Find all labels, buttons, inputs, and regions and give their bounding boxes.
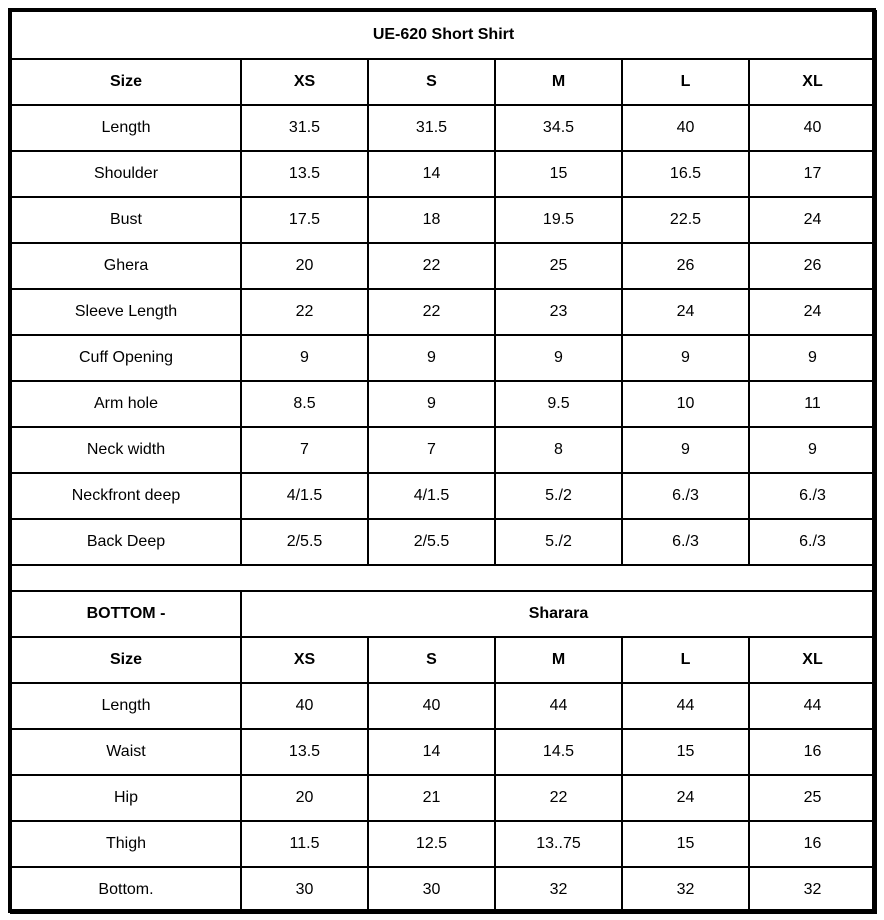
measurement-value: 11.5: [241, 821, 368, 867]
measurement-value: 44: [622, 683, 749, 729]
bottom-section-title: Sharara: [241, 591, 876, 637]
measurement-value: 22: [368, 243, 495, 289]
measurement-value: 8.5: [241, 381, 368, 427]
measurement-value: 24: [749, 289, 876, 335]
measurement-value: 40: [241, 683, 368, 729]
size-column-header: XL: [749, 637, 876, 683]
measurement-value: 32: [622, 867, 749, 913]
measurement-value: 8: [495, 427, 622, 473]
measurement-label: Back Deep: [11, 519, 241, 565]
measurement-value: 16: [749, 821, 876, 867]
measurement-value: 6./3: [622, 519, 749, 565]
shirt-measure-row: [11, 151, 876, 197]
bottom-section-label: BOTTOM -: [11, 591, 241, 637]
shirt-measure-row: [11, 473, 876, 519]
chart-title: UE-620 Short Shirt: [11, 11, 876, 59]
measurement-value: 11: [749, 381, 876, 427]
measurement-value: 7: [241, 427, 368, 473]
measurement-label: Cuff Opening: [11, 335, 241, 381]
measurement-label: Shoulder: [11, 151, 241, 197]
shirt-measure-row: [11, 289, 876, 335]
size-column-header: S: [368, 59, 495, 105]
measurement-value: 24: [622, 775, 749, 821]
measurement-value: 2/5.5: [241, 519, 368, 565]
measurement-value: 13.5: [241, 151, 368, 197]
measurement-value: 9.5: [495, 381, 622, 427]
measurement-label: Thigh: [11, 821, 241, 867]
measurement-label: Ghera: [11, 243, 241, 289]
measurement-label: Bust: [11, 197, 241, 243]
measurement-label: Neckfront deep: [11, 473, 241, 519]
size-header-cell: Size: [11, 59, 241, 105]
size-column-header: XL: [749, 59, 876, 105]
measurement-value: 9: [368, 381, 495, 427]
measurement-value: 5./2: [495, 473, 622, 519]
measurement-value: 31.5: [368, 105, 495, 151]
size-column-header: M: [495, 637, 622, 683]
measurement-value: 4/1.5: [241, 473, 368, 519]
measurement-value: 26: [749, 243, 876, 289]
measurement-value: 32: [749, 867, 876, 913]
measurement-label: Neck width: [11, 427, 241, 473]
size-column-header: L: [622, 59, 749, 105]
measurement-value: 32: [495, 867, 622, 913]
measurement-value: 9: [622, 427, 749, 473]
measurement-value: 14: [368, 729, 495, 775]
measurement-value: 24: [622, 289, 749, 335]
size-column-header: XS: [241, 637, 368, 683]
title-row: [11, 11, 876, 59]
measurement-label: Length: [11, 683, 241, 729]
measurement-value: 13.5: [241, 729, 368, 775]
bottom-measure-row: [11, 775, 876, 821]
measurement-value: 5./2: [495, 519, 622, 565]
measurement-value: 12.5: [368, 821, 495, 867]
measurement-value: 30: [241, 867, 368, 913]
measurement-value: 16: [749, 729, 876, 775]
bottom-header-row: [11, 637, 876, 683]
bottom-measure-row: [11, 867, 876, 913]
measurement-value: 17: [749, 151, 876, 197]
measurement-value: 31.5: [241, 105, 368, 151]
measurement-value: 9: [749, 427, 876, 473]
measurement-label: Waist: [11, 729, 241, 775]
measurement-value: 17.5: [241, 197, 368, 243]
measurement-value: 40: [749, 105, 876, 151]
shirt-header-row: [11, 59, 876, 105]
measurement-value: 15: [622, 821, 749, 867]
measurement-value: 40: [368, 683, 495, 729]
measurement-value: 13..75: [495, 821, 622, 867]
measurement-value: 16.5: [622, 151, 749, 197]
measurement-value: 25: [495, 243, 622, 289]
size-column-header: L: [622, 637, 749, 683]
measurement-value: 14: [368, 151, 495, 197]
measurement-value: 9: [495, 335, 622, 381]
measurement-value: 18: [368, 197, 495, 243]
size-chart-table: [10, 10, 877, 914]
measurement-value: 6./3: [749, 519, 876, 565]
measurement-value: 15: [622, 729, 749, 775]
measurement-value: 40: [622, 105, 749, 151]
measurement-value: 44: [495, 683, 622, 729]
measurement-value: 22.5: [622, 197, 749, 243]
measurement-value: 9: [622, 335, 749, 381]
measurement-label: Hip: [11, 775, 241, 821]
measurement-value: 2/5.5: [368, 519, 495, 565]
bottom-measure-row: [11, 683, 876, 729]
size-header-cell: Size: [11, 637, 241, 683]
measurement-value: 26: [622, 243, 749, 289]
measurement-label: Sleeve Length: [11, 289, 241, 335]
measurement-value: 6./3: [622, 473, 749, 519]
bottom-measure-row: [11, 821, 876, 867]
measurement-value: 9: [749, 335, 876, 381]
bottom-section-row: [11, 591, 876, 637]
measurement-label: Bottom.: [11, 867, 241, 913]
shirt-measure-row: [11, 335, 876, 381]
measurement-value: 21: [368, 775, 495, 821]
measurement-label: Arm hole: [11, 381, 241, 427]
measurement-value: 44: [749, 683, 876, 729]
measurement-value: 19.5: [495, 197, 622, 243]
measurement-value: 24: [749, 197, 876, 243]
shirt-measure-row: [11, 519, 876, 565]
measurement-value: 20: [241, 775, 368, 821]
measurement-value: 14.5: [495, 729, 622, 775]
measurement-value: 15: [495, 151, 622, 197]
measurement-value: 22: [241, 289, 368, 335]
shirt-measure-row: [11, 243, 876, 289]
size-column-header: M: [495, 59, 622, 105]
bottom-measure-row: [11, 729, 876, 775]
measurement-value: 25: [749, 775, 876, 821]
measurement-value: 6./3: [749, 473, 876, 519]
measurement-value: 10: [622, 381, 749, 427]
measurement-value: 20: [241, 243, 368, 289]
spacer-cell: [11, 565, 876, 591]
size-column-header: S: [368, 637, 495, 683]
measurement-value: 4/1.5: [368, 473, 495, 519]
size-column-header: XS: [241, 59, 368, 105]
measurement-label: Length: [11, 105, 241, 151]
measurement-value: 30: [368, 867, 495, 913]
measurement-value: 23: [495, 289, 622, 335]
measurement-value: 7: [368, 427, 495, 473]
section-spacer-row: [11, 565, 876, 591]
measurement-value: 9: [368, 335, 495, 381]
measurement-value: 22: [495, 775, 622, 821]
measurement-value: 9: [241, 335, 368, 381]
shirt-measure-row: [11, 105, 876, 151]
measurement-value: 22: [368, 289, 495, 335]
shirt-measure-row: [11, 197, 876, 243]
size-chart-body: [11, 11, 876, 913]
shirt-measure-row: [11, 427, 876, 473]
measurement-value: 34.5: [495, 105, 622, 151]
shirt-measure-row: [11, 381, 876, 427]
